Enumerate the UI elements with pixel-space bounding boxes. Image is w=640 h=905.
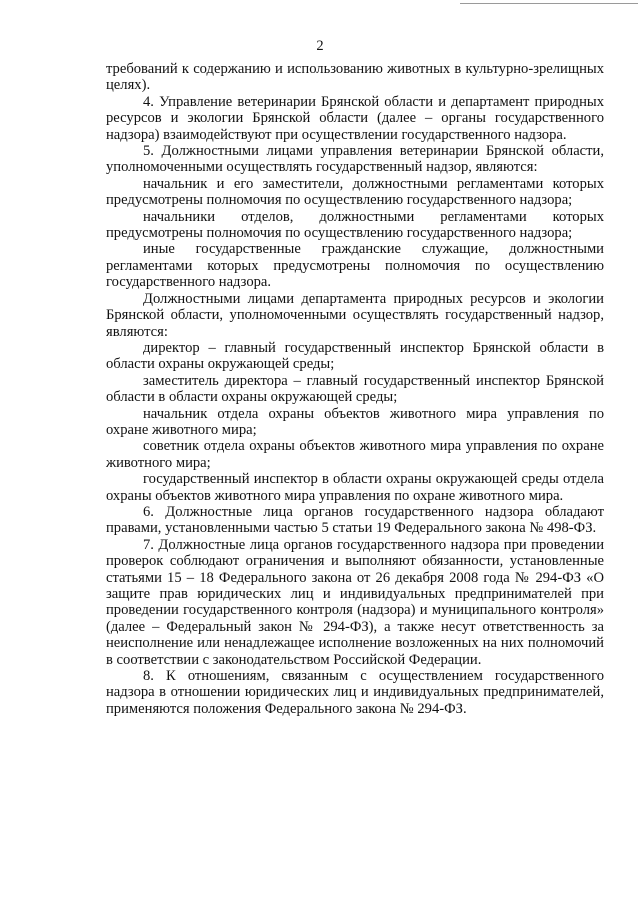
list-item: заместитель директора – главный государственный инспектор Брянской области в области охраны окружающей среды; (106, 372, 604, 406)
paragraph-item-5: 5. Должностными лицами управления ветеринарии Брянской области, уполномоченными осуществлять государственный надзор, являются: (106, 143, 604, 176)
list-item: государственный инспектор в области охраны окружающей среды отдела охраны объектов животного мира управления по охране животного мира. (106, 471, 604, 504)
paragraph-item-7: 7. Должностные лица органов государственного надзора при проведении проверок соблюдают ограничения и выполняют обязанности, установленные статьями 15 – 18 Федерального закона от 26 декабря 2008 года № 294-ФЗ «О защите прав юридических лиц и индивидуальных предпринимателей при проведении государственного контроля (надзора) и муниципального контроля» (далее – Федеральный закон № 294-ФЗ), а также несут ответственность за неисполнение или ненадлежащее исполнение возложенных на них полномочий в соответствии с законодательством Российской Федерации. (106, 536, 604, 668)
paragraph-item-8: 8. К отношениям, связанным с осуществлением государственного надзора в отношении юридических лиц и индивидуальных предпринимателей, применяются положения Федерального закона № 294-ФЗ. (106, 668, 604, 717)
list-item: директор – главный государственный инспектор Брянской области в области охраны окружающей среды; (106, 339, 604, 373)
paragraph-item-4: 4. Управление ветеринарии Брянской области и департамент природных ресурсов и экологии Брянской области (далее – органы государственного надзора) взаимодействуют при осуществлении государственного надзора. (106, 93, 604, 143)
list-item: советник отдела охраны объектов животного мира управления по охране животного мира; (106, 438, 604, 471)
page-number: 2 (316, 38, 324, 54)
list-item: иные государственные гражданские служащие, должностными регламентами которых предусмотрены полномочия по осуществлению государственного надзора. (106, 241, 604, 291)
paragraph-department-officials: Должностными лицами департамента природных ресурсов и экологии Брянской области, уполномоченными осуществлять государственный надзор, являются: (106, 290, 604, 340)
paragraph-item-6: 6. Должностные лица органов государственного надзора обладают правами, установленными частью 5 статьи 19 Федерального закона № 498-ФЗ. (106, 503, 604, 537)
list-item: начальник и его заместители, должностными регламентами которых предусмотрены полномочия по осуществлению государственного надзора; (106, 175, 604, 209)
list-item: начальники отделов, должностными регламентами которых предусмотрены полномочия по осуществлению государственного надзора; (106, 208, 604, 242)
paragraph-continuation: требований к содержанию и использованию животных в культурно-зрелищных целях). (106, 61, 604, 94)
list-item: начальник отдела охраны объектов животного мира управления по охране животного мира; (106, 405, 604, 438)
document-body (106, 61, 604, 717)
scan-edge-line (460, 3, 638, 4)
